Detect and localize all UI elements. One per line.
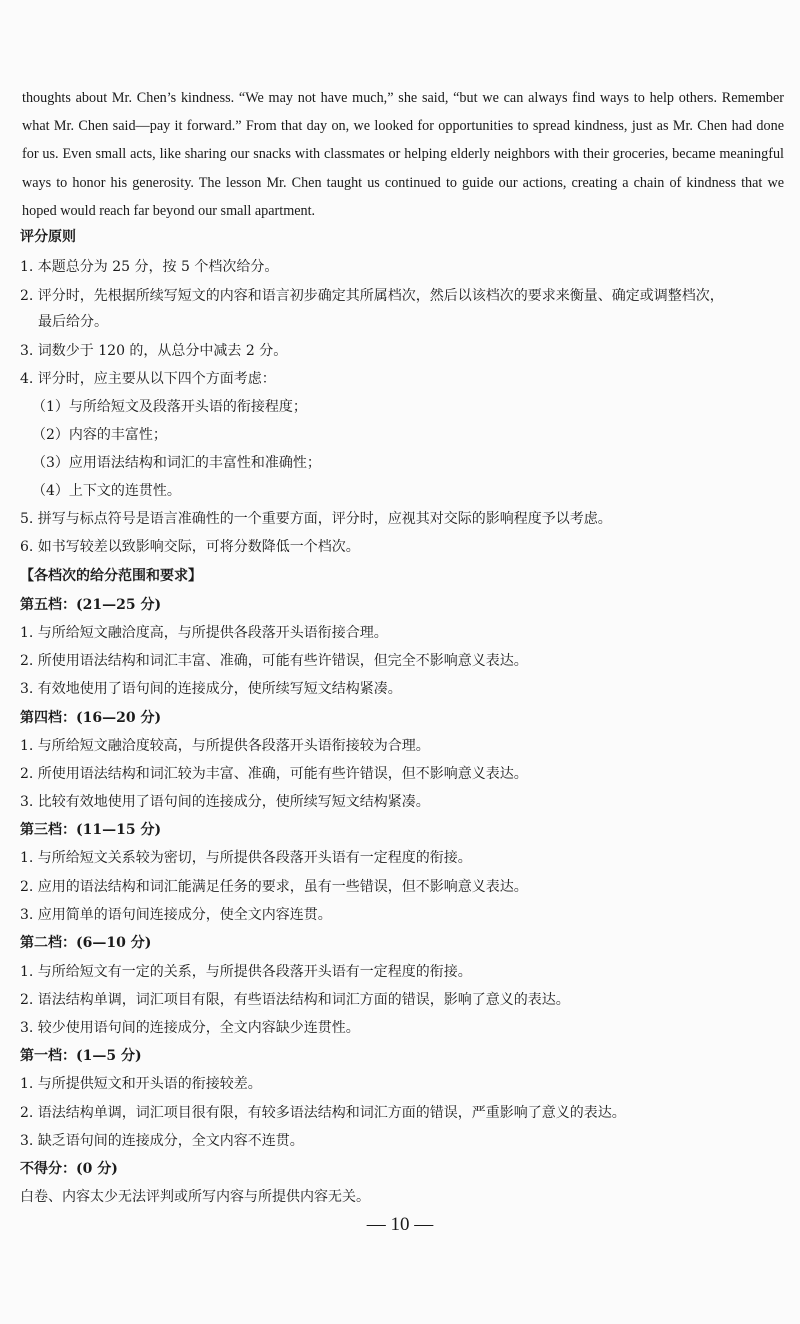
band-2-item-2: 2. 语法结构单调，词汇项目有限，有些语法结构和词汇方面的错误，影响了意义的表达。 (20, 992, 570, 1008)
band-4-title: 第四档：(16—20 分) (20, 710, 162, 726)
band-1-item-2: 2. 语法结构单调，词汇项目很有限，有较多语法结构和词汇方面的错误，严重影响了意义的表达。 (20, 1105, 626, 1121)
band-3-item-1: 1. 与所给短文关系较为密切，与所提供各段落开头语有一定程度的衔接。 (20, 850, 472, 866)
principle-4-sub-4: （4）上下文的连贯性。 (32, 483, 181, 499)
band-1-title: 第一档：(1—5 分) (20, 1048, 142, 1064)
page-number: — 10 — (366, 1214, 434, 1235)
essay-paragraph (22, 84, 784, 225)
band-1-item-3: 3. 缺乏语句间的连接成分，全文内容不连贯。 (20, 1133, 304, 1149)
bands-heading: 【各档次的给分范围和要求】 (20, 568, 202, 584)
band-4-item-2: 2. 所使用语法结构和词汇较为丰富、准确，可能有些许错误，但不影响意义表达。 (20, 766, 528, 782)
principle-4: 4. 评分时，应主要从以下四个方面考虑： (20, 371, 276, 387)
band-2-item-3: 3. 较少使用语句间的连接成分，全文内容缺少连贯性。 (20, 1020, 360, 1036)
principle-4-sub-3: （3）应用语法结构和词汇的丰富性和准确性； (32, 455, 321, 471)
principle-3: 3. 词数少于 120 的，从总分中减去 2 分。 (20, 343, 288, 359)
band-0-title: 不得分：(0 分) (20, 1161, 118, 1177)
principles-heading: 评分原则 (20, 229, 76, 245)
principle-2: 2. 评分时，先根据所续写短文的内容和语言初步确定其所属档次，然后以该档次的要求来衡量、确定或调整档次， (20, 288, 724, 304)
band-0-item-1: 白卷、内容太少无法评判或所写内容与所提供内容无关。 (20, 1189, 370, 1205)
band-5-item-2: 2. 所使用语法结构和词汇丰富、准确，可能有些许错误，但完全不影响意义表达。 (20, 653, 528, 669)
principle-4-sub-2: （2）内容的丰富性； (32, 427, 167, 443)
band-4-item-1: 1. 与所给短文融洽度较高，与所提供各段落开头语衔接较为合理。 (20, 738, 430, 754)
band-3-item-3: 3. 应用简单的语句间连接成分，使全文内容连贯。 (20, 907, 332, 923)
principle-5: 5. 拼写与标点符号是语言准确性的一个重要方面，评分时，应视其对交际的影响程度予以考虑。 (20, 511, 612, 527)
band-4-item-3: 3. 比较有效地使用了语句间的连接成分，使所续写短文结构紧凑。 (20, 794, 430, 810)
principle-6: 6. 如书写较差以致影响交际，可将分数降低一个档次。 (20, 539, 360, 555)
band-1-item-1: 1. 与所提供短文和开头语的衔接较差。 (20, 1076, 262, 1092)
band-5-title: 第五档：(21—25 分) (20, 597, 162, 613)
band-3-title: 第三档：(11—15 分) (20, 822, 162, 838)
band-5-item-1: 1. 与所给短文融洽度高，与所提供各段落开头语衔接合理。 (20, 625, 388, 641)
band-2-item-1: 1. 与所给短文有一定的关系，与所提供各段落开头语有一定程度的衔接。 (20, 964, 472, 980)
principle-2-continued: 最后给分。 (38, 314, 108, 330)
essay-text: thoughts about Mr. Chen’s kindness. “We may not have much,” she said, “but we can always find ways to help others. Remember what Mr. Chen said—pay it forward.” From that day on, we looked for opportunities to spread kindness, just as Mr. Chen had done for us. Even small acts, like sharing our snacks with classmates or helping elderly neighbors with their groceries, became meaningful ways to honor his generosity. The lesson Mr. Chen taught us continued to guide our actions, creating a chain of kindness that we hoped would reach far beyond our small apartment. (22, 90, 784, 219)
band-2-title: 第二档：(6—10 分) (20, 935, 152, 951)
band-3-item-2: 2. 应用的语法结构和词汇能满足任务的要求，虽有一些错误，但不影响意义表达。 (20, 879, 528, 895)
band-5-item-3: 3. 有效地使用了语句间的连接成分，使所续写短文结构紧凑。 (20, 681, 402, 697)
principle-4-sub-1: （1）与所给短文及段落开头语的衔接程度； (32, 399, 307, 415)
principle-1: 1. 本题总分为 25 分，按 5 个档次给分。 (20, 259, 279, 275)
